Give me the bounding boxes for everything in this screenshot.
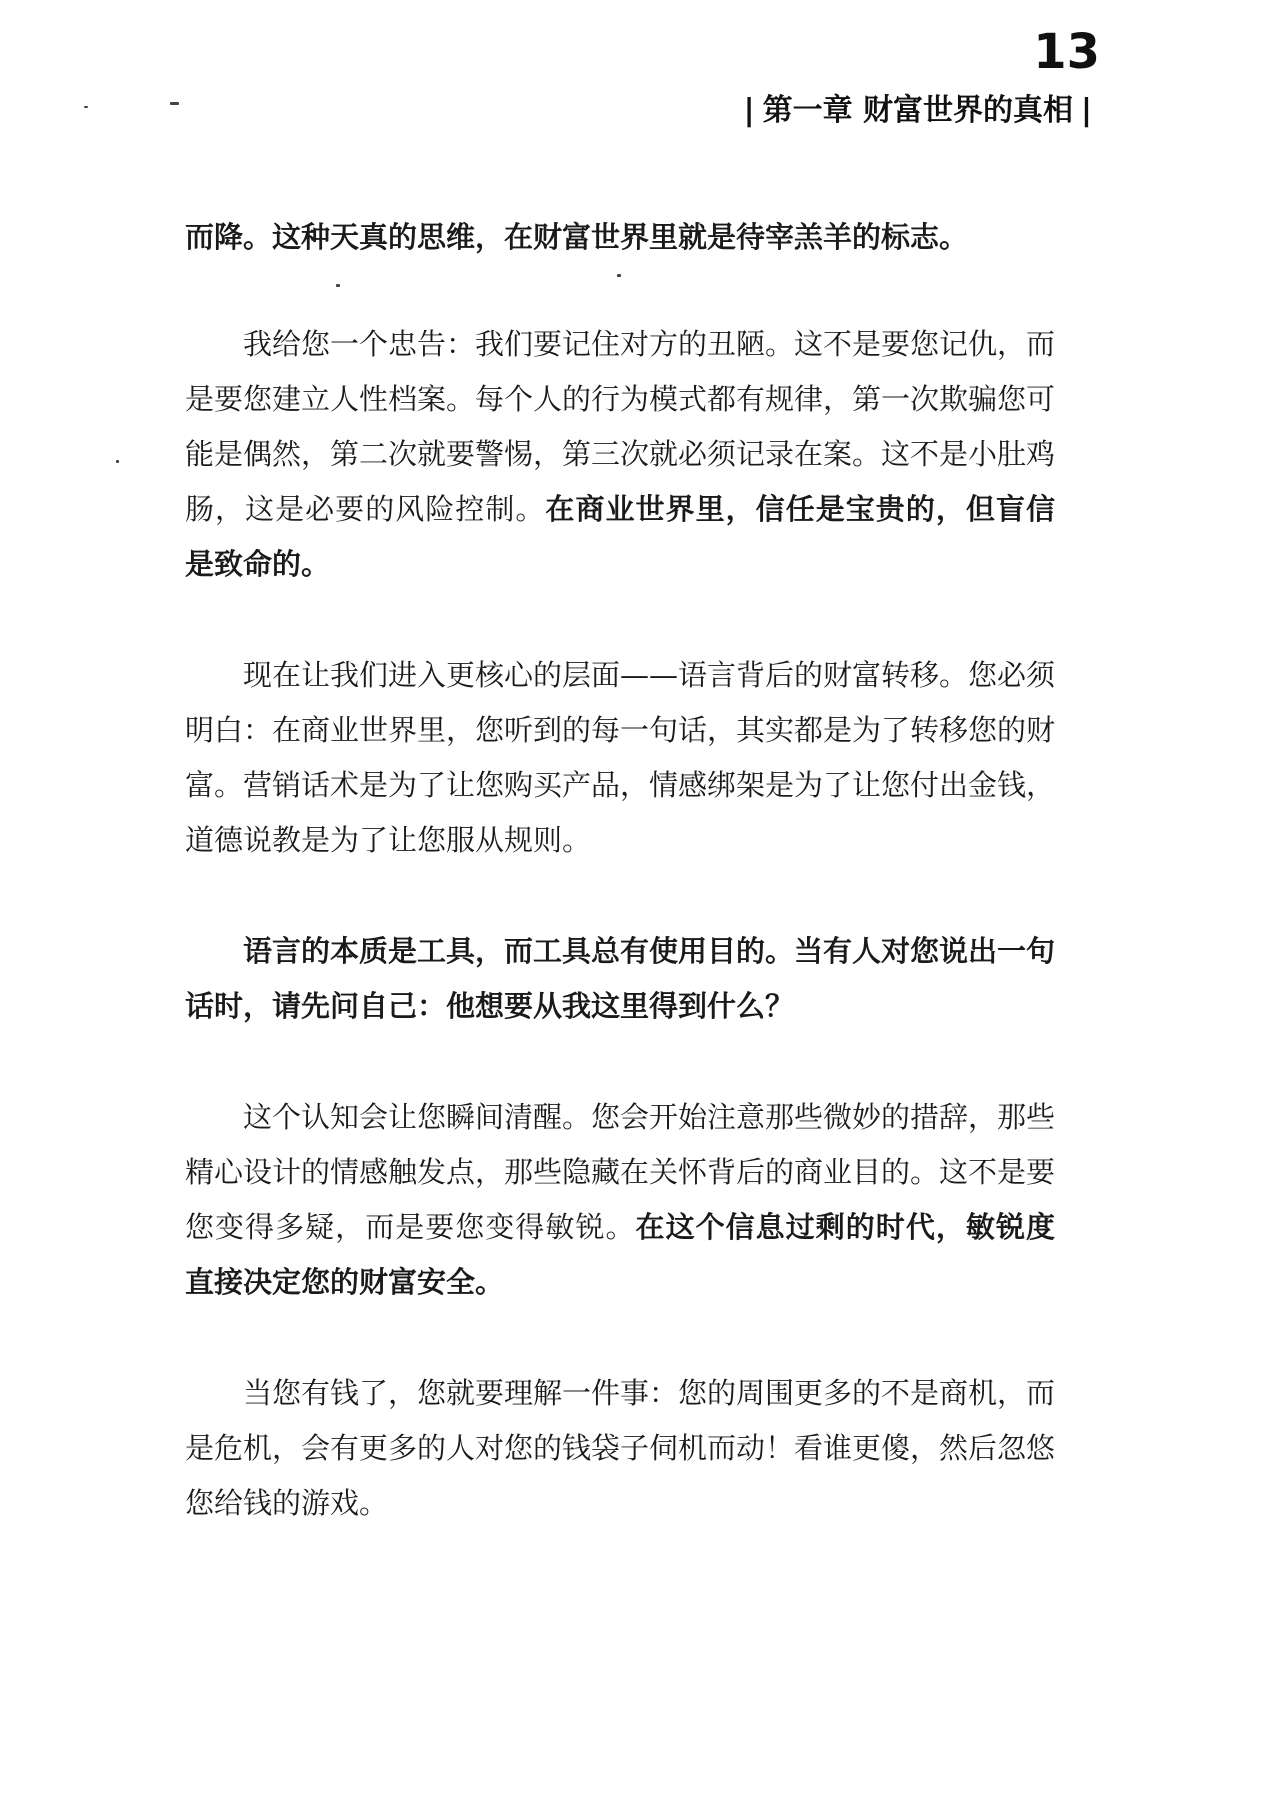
bold-text: 在这个信息过剩的时代，敏锐度直接决定您的财富安全。 [185, 1210, 1055, 1299]
scan-speck [170, 102, 179, 105]
running-header [736, 93, 1100, 128]
paragraph-danger [185, 1366, 1055, 1531]
bold-text: 语言的本质是工具，而工具总有使用目的。当有人对您说出一句话时，请先问自己：他想要从我这里得到什么？ [185, 934, 1056, 1023]
header-bar-right: | [1081, 93, 1092, 128]
paragraph-language-tool [185, 924, 1055, 1034]
paragraph-continued [185, 210, 1055, 265]
header-bar-left: | [743, 93, 755, 128]
page-number: 13 [1033, 24, 1100, 80]
text-segment: 我给您一个忠告：我们要记住对方的丑陋。这不是要您记仇，而是要您建立人性档案。每个人的行为模式都有规律，第一次欺骗您可能是偶然，第二次就要警惕，第三次就必须记录在案。这不是小肚鸡肠，这是必要的风险控制。 [185, 327, 1056, 526]
scan-speck [84, 106, 88, 108]
text-segment: 现在让我们进入更核心的层面——语言背后的财富转移。您必须明白：在商业世界里，您听到的每一句话，其实都是为了转移您的财富。营销话术是为了让您购买产品，情感绑架是为了让您付出金钱，道德说教是为了让您服从规则。 [185, 658, 1056, 857]
paragraph-language-wealth [185, 648, 1055, 868]
bold-text: 在商业世界里，信任是宝贵的，但盲信是致命的。 [185, 492, 1055, 581]
text-segment: 当您有钱了，您就要理解一件事：您的周围更多的不是商机，而是危机，会有更多的人对您的钱袋子伺机而动！看谁更傻，然后忽悠您给钱的游戏。 [185, 1376, 1056, 1520]
bold-text: 而降。这种天真的思维，在财富世界里就是待宰羔羊的标志。 [185, 220, 969, 254]
text-segment: 这个认知会让您瞬间清醒。您会开始注意那些微妙的措辞，那些精心设计的情感触发点，那些隐藏在关怀背后的商业目的。这不是要您变得多疑，而是要您变得敏锐。 [185, 1100, 1056, 1244]
chapter-title: 第一章 财富世界的真相 [762, 93, 1074, 128]
scan-speck [116, 460, 119, 463]
paragraph-advice [185, 317, 1055, 592]
paragraph-awareness [185, 1090, 1055, 1310]
body-text [185, 210, 1055, 1587]
